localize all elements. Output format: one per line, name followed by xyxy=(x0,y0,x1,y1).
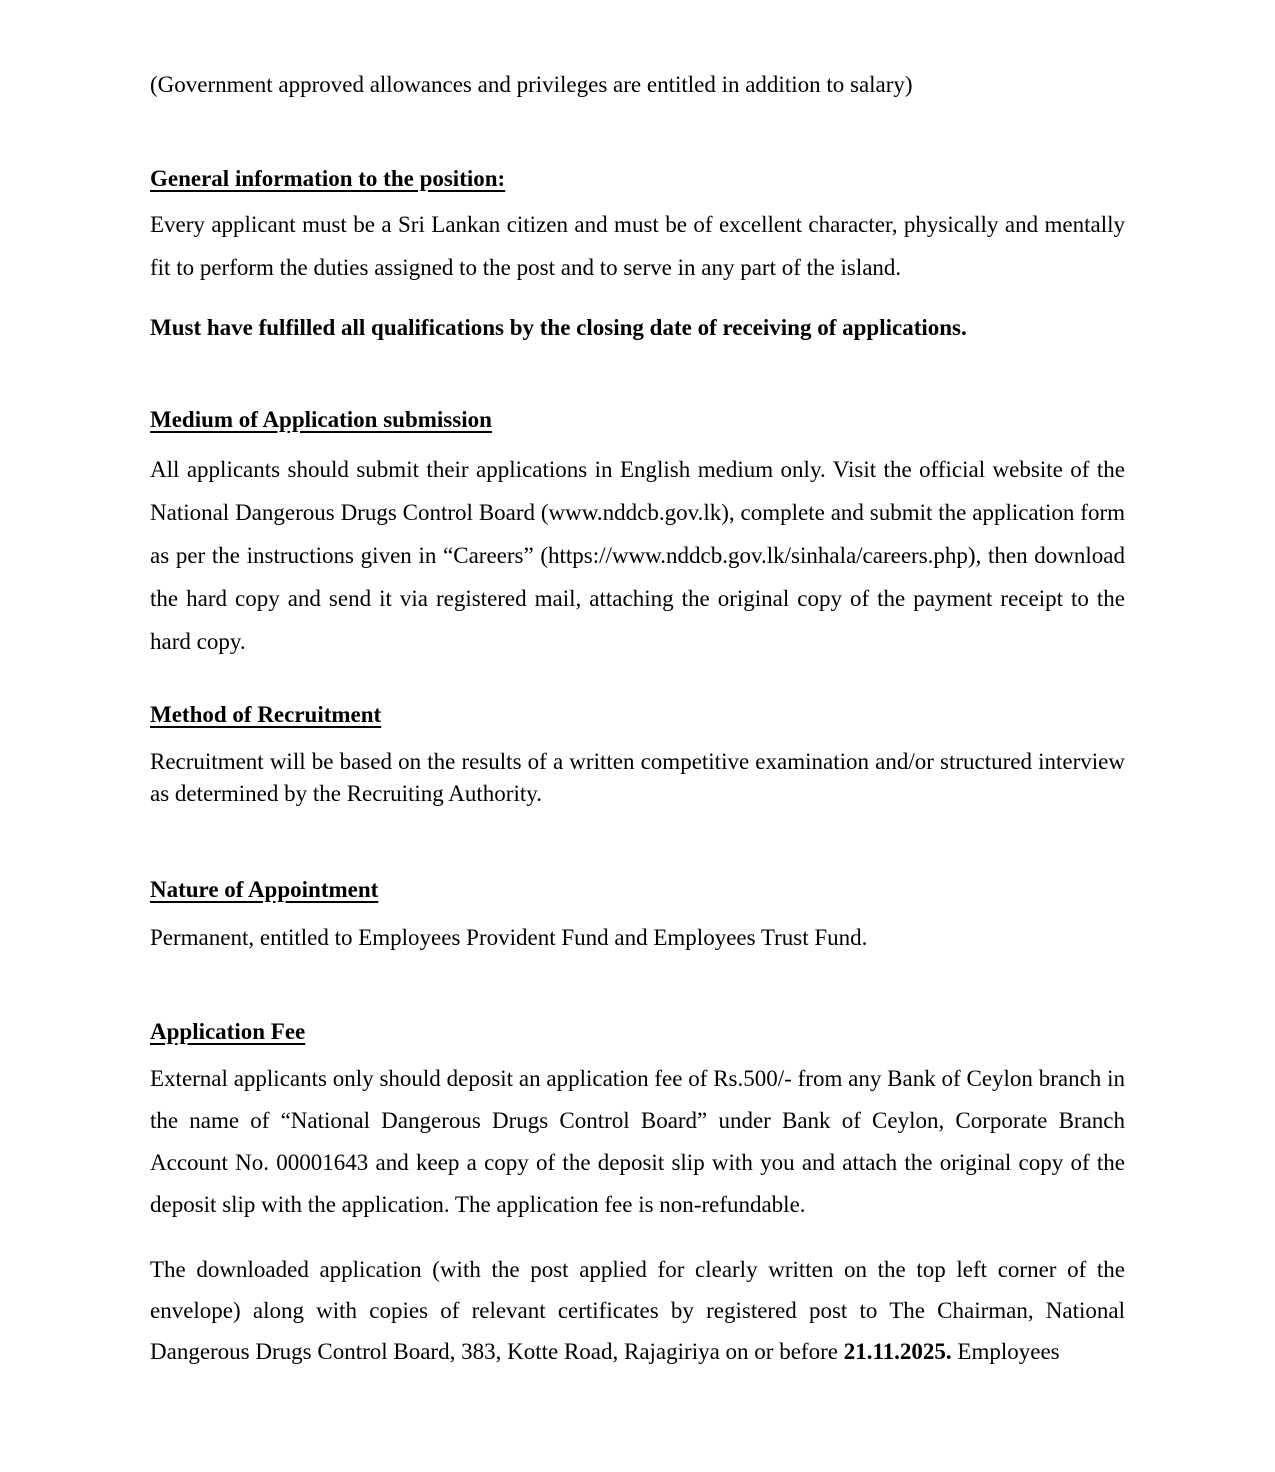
submission-text-before-deadline: The downloaded application (with the post applied for clearly written on the top left corner of the envelope) along with copies of relevant certificates by registered post to The Chairman, National Dangerous Drugs Control Board, 383, Kotte Road, Rajagiriya on or before xyxy=(150,1257,1125,1364)
qualifications-deadline-note: Must have fulfilled all qualifications by the closing date of receiving of applications. xyxy=(150,315,967,340)
application-fee-paragraph: External applicants only should deposit an application fee of Rs.500/- from any Bank of Ceylon branch in the name of “National Dangerous Drugs Control Board” under Bank of Ceylon, Corporate Branch Account No. 00001643 and keep a copy of the deposit slip with you and attach the original copy of the deposit slip with the application. The application fee is non-refundable. xyxy=(150,1066,1125,1217)
heading-nature-of-appointment: Nature of Appointment xyxy=(150,877,379,902)
submission-instructions-paragraph xyxy=(150,1249,1125,1372)
salary-allowances-note: (Government approved allowances and privileges are entitled in addition to salary) xyxy=(150,72,913,97)
submission-text-after-deadline: Employees xyxy=(951,1339,1060,1364)
heading-general-information: General information to the position: xyxy=(150,166,506,191)
general-information-paragraph: Every applicant must be a Sri Lankan citizen and must be of excellent character, physically and mentally fit to perform the duties assigned to the post and to serve in any part of the island. xyxy=(150,212,1125,280)
medium-of-application-paragraph: All applicants should submit their applications in English medium only. Visit the official website of the National Dangerous Drugs Control Board (www.nddcb.gov.lk), complete and submit the application form as per the instructions given in “Careers” (https://www.nddcb.gov.lk/sinhala/careers.php), then download the hard copy and send it via registered mail, attaching the original copy of the payment receipt to the hard copy. xyxy=(150,457,1125,654)
submission-deadline-date: 21.11.2025. xyxy=(843,1339,952,1364)
nature-of-appointment-paragraph: Permanent, entitled to Employees Provident Fund and Employees Trust Fund. xyxy=(150,925,868,950)
heading-application-fee: Application Fee xyxy=(150,1019,306,1044)
method-of-recruitment-paragraph: Recruitment will be based on the results of a written competitive examination and/or structured interview as determined by the Recruiting Authority. xyxy=(150,749,1125,806)
heading-method-of-recruitment: Method of Recruitment xyxy=(150,702,382,727)
heading-medium-of-application: Medium of Application submission xyxy=(150,407,492,432)
